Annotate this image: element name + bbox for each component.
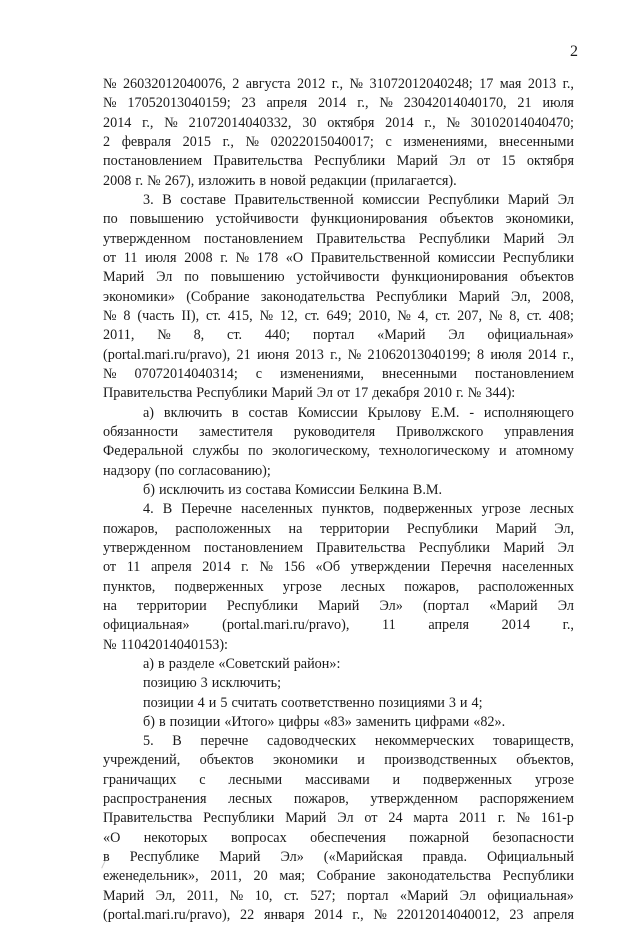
text-line: а) включить в состав Комиссии Крылову Е.М. - исполняющего xyxy=(143,404,574,421)
text-line: учреждений, объектов экономики и производственных объектов, xyxy=(103,752,574,769)
text-line: в Республике Марий Эл» («Марийская правда. Официальный xyxy=(103,849,574,866)
text-line: утвержденном постановлением Правительства Республики Марий Эл xyxy=(103,539,574,556)
text-line: № 8 (часть II), ст. 415, № 12, ст. 649; 2010, № 4, ст. 207, № 8, ст. 408; xyxy=(103,307,574,324)
text-line: обязанности заместителя руководителя Приволжского управления xyxy=(103,423,574,440)
text-line: официальная» (portal.mari.ru/pravo), 11 апреля 2014 г., xyxy=(103,617,574,634)
text-line: Правительства Республики Марий Эл от 24 марта 2011 г. № 161-р xyxy=(103,810,574,827)
text-line: 3. В составе Правительственной комиссии Республики Марий Эл xyxy=(143,191,574,208)
text-line: распространения лесных пожаров, утвержденном распоряжением xyxy=(103,791,574,808)
text-line: от 11 апреля 2014 г. № 156 «Об утверждении Перечня населенных xyxy=(103,559,574,576)
text-line: по повышению устойчивости функционирования объектов экономики, xyxy=(103,211,574,228)
text-line: позиции 4 и 5 считать соответственно позициями 3 и 4; xyxy=(143,694,483,711)
text-line: б) исключить из состава Комиссии Белкина В.М. xyxy=(143,481,443,498)
text-line: утвержденном постановлением Правительства Республики Марий Эл xyxy=(103,230,574,247)
text-line: граничащих с лесными массивами и подверженных угрозе xyxy=(103,771,574,788)
text-line: Марий Эл, 2011, № 10, ст. 527; портал «Марий Эл официальная» xyxy=(103,887,574,904)
text-line: еженедельник», 2011, 20 мая; Собрание законодательства Республики xyxy=(103,868,574,885)
text-line: надзору (по согласованию); xyxy=(103,462,271,479)
text-line: а) в разделе «Советский район»: xyxy=(143,655,341,672)
text-line: Федеральной службы по экологическому, технологическому и атомному xyxy=(103,443,574,460)
text-line: Правительства Республики Марий Эл от 17 декабря 2010 г. № 344): xyxy=(103,385,516,402)
text-line: № 07072014040314; с изменениями, внесенными постановлением xyxy=(103,365,574,382)
text-line: № 17052013040159; 23 апреля 2014 г., № 23042014040170, 21 июля xyxy=(103,95,574,112)
page-number: 2 xyxy=(570,43,578,60)
text-line: (portal.mari.ru/pravo), 21 июня 2013 г., № 21062013040199; 8 июля 2014 г., xyxy=(103,346,574,363)
text-line: 2011, № 8, ст. 440; портал «Марий Эл официальная» xyxy=(103,327,574,344)
text-line: № 11042014040153): xyxy=(103,636,228,653)
text-line: 4. В Перечне населенных пунктов, подверженных угрозе лесных xyxy=(143,501,574,518)
document-body xyxy=(103,75,574,925)
text-line: пожаров, расположенных на территории Республики Марий Эл, xyxy=(103,520,574,537)
text-line: на территории Республики Марий Эл» (портал «Марий Эл xyxy=(103,597,574,614)
text-line: позицию 3 исключить; xyxy=(143,675,282,692)
text-line: № 26032012040076, 2 августа 2012 г., № 31072012040248; 17 мая 2013 г., xyxy=(103,76,574,92)
text-line: пунктов, подверженных угрозе лесных пожаров, расположенных xyxy=(103,578,574,595)
text-line: постановлением Правительства Республики Марий Эл от 15 октября xyxy=(103,153,574,170)
text-line: 2008 г. № 267), изложить в новой редакции (прилагается). xyxy=(103,172,457,189)
text-line: экономики» (Собрание законодательства Республики Марий Эл, 2008, xyxy=(103,288,574,305)
text-line: 5. В перечне садоводческих некоммерческих товариществ, xyxy=(143,733,574,750)
text-line: от 11 июля 2008 г. № 178 «О Правительственной комиссии Республики xyxy=(103,249,574,266)
text-line: Марий Эл по повышению устойчивости функционирования объектов xyxy=(103,269,574,286)
text-line: б) в позиции «Итого» цифры «83» заменить цифрами «82». xyxy=(143,713,506,730)
text-line: «О некоторых вопросах обеспечения пожарной безопасности xyxy=(103,829,574,846)
text-line: 2 февраля 2015 г., № 02022015040017; с изменениями, внесенными xyxy=(103,133,574,150)
text-line: 2014 г., № 21072014040332, 30 октября 2014 г., № 30102014040470; xyxy=(103,114,574,131)
text-line: (portal.mari.ru/pravo), 22 января 2014 г., № 22012014040012, 23 апреля xyxy=(103,907,574,924)
